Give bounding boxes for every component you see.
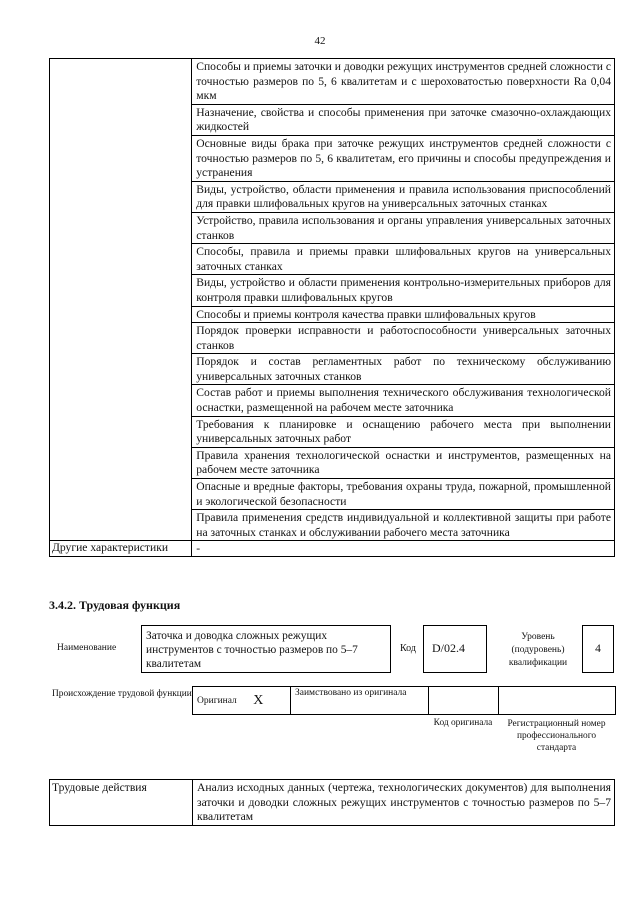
section-heading: 3.4.2. Трудовая функция [49, 598, 181, 612]
registration-number-cell [499, 687, 616, 715]
function-code-box: D/02.4 [423, 625, 487, 673]
knowledge-item: Порядок проверки исправности и работоспособности универсальных заточных станков [192, 323, 615, 354]
other-characteristics-label: Другие характеристики [50, 541, 192, 557]
knowledge-item: Состав работ и приемы выполнения технического обслуживания технологической оснастки, размещенной на рабочем месте заточника [192, 385, 615, 416]
knowledge-item: Способы, правила и приемы правки шлифовальных кругов на универсальных заточных станках [192, 244, 615, 275]
original-cell [193, 687, 291, 715]
knowledge-item: Виды, устройство и области применения контрольно-измерительных приборов для контроля правки шлифовальных кругов [192, 275, 615, 306]
knowledge-item: Способы и приемы заточки и доводки режущих инструментов средней сложности с точностью размеров по 5, 6 квалитетам и с шероховатостью поверхности Ra 0,04 мкм [192, 59, 615, 105]
knowledge-item: Назначение, свойства и способы применения при заточке смазочно-охлаждающих жидкостей [192, 104, 615, 135]
code-label: Код [400, 643, 416, 654]
original-mark: X [253, 692, 264, 708]
labor-actions-label: Трудовые действия [50, 780, 193, 826]
name-label: Наименование [57, 643, 117, 653]
page-number: 42 [314, 35, 326, 47]
knowledge-label-cell [50, 59, 192, 541]
qualification-level-label: Уровень (подуровень) квалификации [508, 632, 568, 668]
origin-table [192, 686, 616, 715]
knowledge-item: Требования к планировке и оснащению рабочего места при выполнении универсальных заточных работ [192, 416, 615, 447]
qualification-level-box: 4 [582, 625, 614, 673]
original-code-caption: Код оригинала [433, 718, 493, 728]
registration-number-caption: Регистрационный номер профессионального стандарта [507, 719, 606, 753]
knowledge-item: Порядок и состав регламентных работ по техническому обслуживанию универсальных заточных станков [192, 354, 615, 385]
knowledge-table [49, 58, 615, 557]
labor-actions-table [49, 779, 615, 826]
knowledge-item: Устройство, правила использования и органы управления универсальных заточных станков [192, 212, 615, 243]
labor-actions-row [50, 780, 615, 826]
knowledge-item: Виды, устройство, области применения и правила использования приспособлений для правки шлифовальных кругов на универсальных заточных станках [192, 181, 615, 212]
other-characteristics-value: - [192, 541, 615, 557]
knowledge-item: Правила хранения технологической оснастки и инструментов, размещенных на рабочем месте заточника [192, 447, 615, 478]
knowledge-row [50, 59, 615, 105]
knowledge-item: Опасные и вредные факторы, требования охраны труда, пожарной, промышленной и экологической безопасности [192, 479, 615, 510]
knowledge-item: Способы и приемы контроля качества правки шлифовальных кругов [192, 306, 615, 323]
knowledge-item: Правила применения средств индивидуальной и коллективной защиты при работе на заточных станках и обслуживании рабочего места заточника [192, 510, 615, 541]
labor-actions-value: Анализ исходных данных (чертежа, технологических документов) для выполнения заточки и доводки сложных режущих инструментов с точностью размеров по 5–7 квалитетам [193, 780, 615, 826]
borrowed-cell: Заимствовано из оригинала [291, 687, 429, 715]
origin-label: Происхождение трудовой функции [52, 689, 192, 699]
original-label: Оригинал [197, 695, 237, 706]
knowledge-item: Основные виды брака при заточке режущих инструментов средней сложности с точностью размеров по 5, 6 квалитетам, его причины и способы предупреждения и устранения [192, 135, 615, 181]
function-name-box: Заточка и доводка сложных режущих инструментов с точностью размеров по 5–7 квалитетам [141, 625, 391, 673]
other-characteristics-row [50, 541, 615, 557]
original-code-cell [429, 687, 499, 715]
